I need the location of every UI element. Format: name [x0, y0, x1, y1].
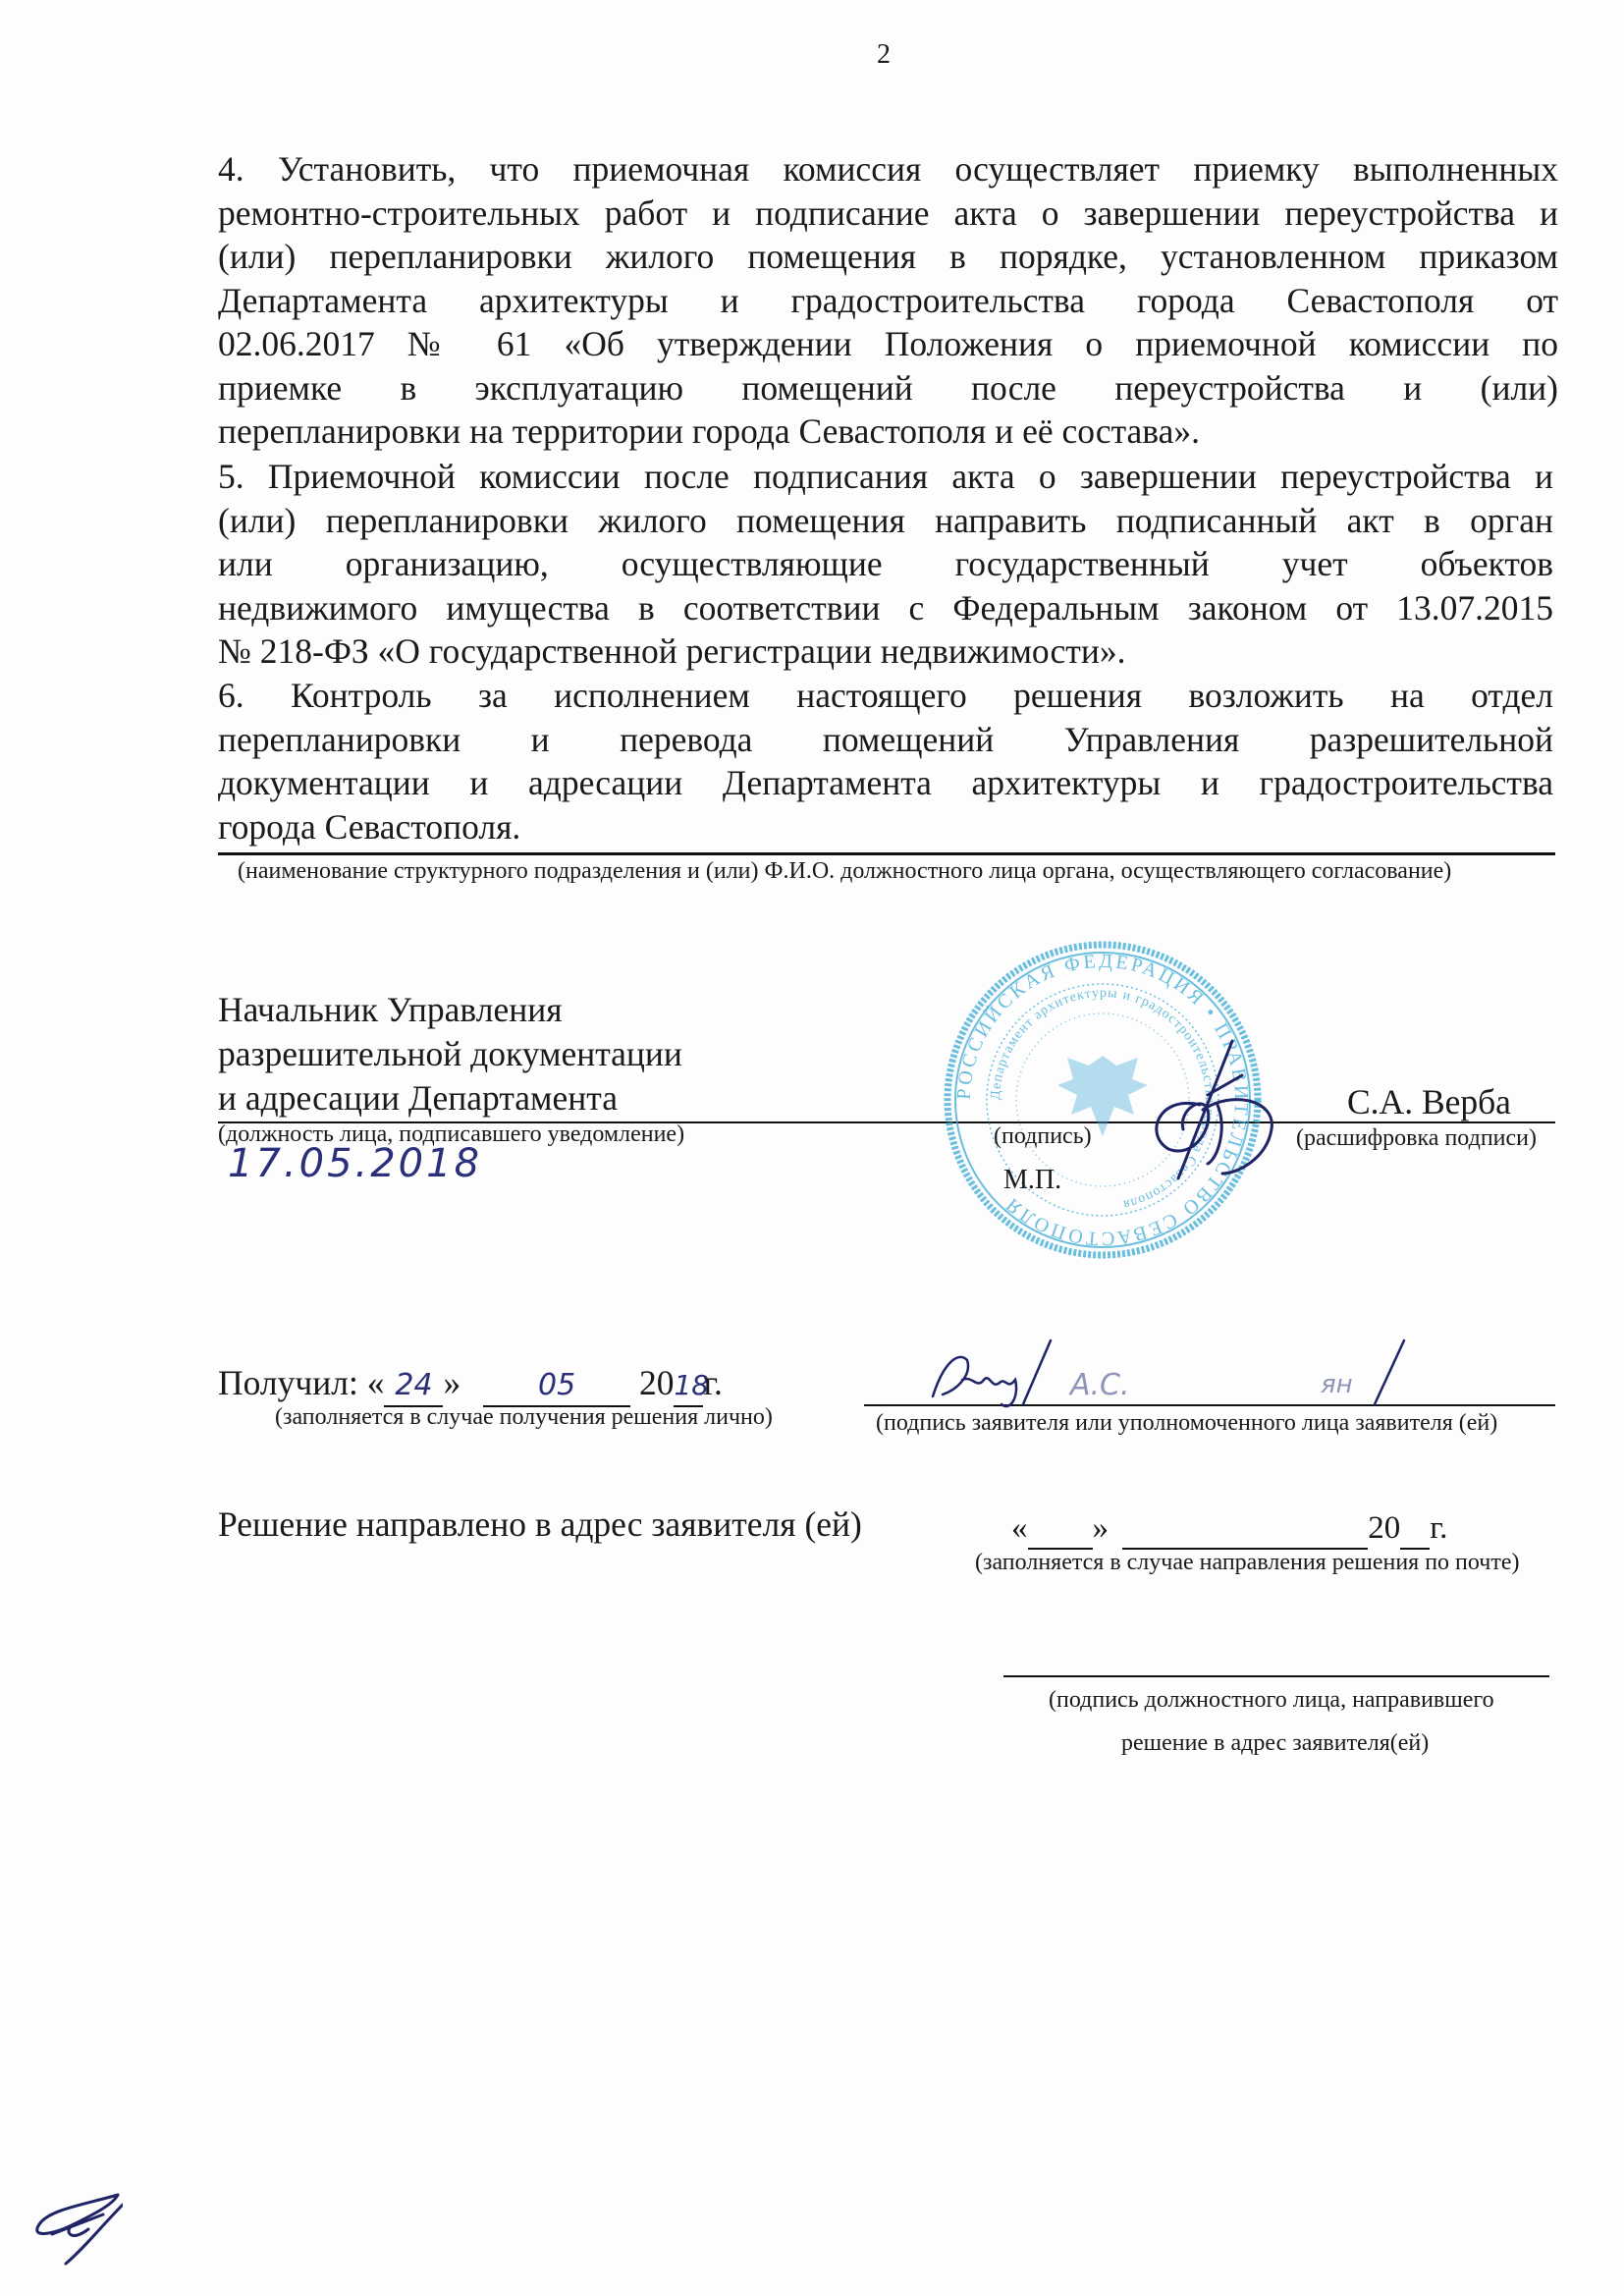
received-month-field[interactable]: 05: [483, 1363, 630, 1407]
received-row: [218, 1363, 723, 1407]
text-line: (или) перепланировки жилого помещения направить подписанный акт в орган: [218, 500, 1553, 540]
text-line: приемке в эксплуатацию помещений после переустройства и (или): [218, 367, 1558, 408]
handwritten-date: 17.05.2018: [228, 1141, 483, 1186]
applicant-initials: А.С.: [1070, 1368, 1130, 1402]
paragraph-4: [218, 147, 1558, 454]
text-line: города Севастополя.: [218, 806, 521, 847]
sent-date-row: [1011, 1508, 1447, 1550]
stamp-inner-text: Департамент архитектуры и градостроительства города Севастополя: [988, 985, 1218, 1212]
year-unit: г.: [1430, 1510, 1448, 1546]
received-day-field[interactable]: 24: [384, 1363, 443, 1407]
text-line: Департамента архитектуры и градостроительства города Севастополя от: [218, 280, 1558, 320]
paragraph-5: [218, 455, 1553, 674]
text-line: недвижимого имущества в соответствии с Федеральным законом от 13.07.2015: [218, 587, 1553, 628]
sent-caption: (заполняется в случае направления решения по почте): [975, 1550, 1520, 1575]
name-caption: (расшифровка подписи): [1296, 1125, 1537, 1151]
official-signature-line: [1003, 1675, 1549, 1677]
applicant-name-tail: ян: [1321, 1370, 1353, 1399]
text-line: или организацию, осуществляющие государственный учет объектов: [218, 544, 1553, 583]
quote-close: »: [443, 1363, 461, 1402]
year-unit: г.: [703, 1363, 723, 1402]
approval-line: [218, 852, 1555, 855]
text-line: 5. Приемочной комиссии после подписания акта о завершении переустройства и: [218, 457, 1553, 496]
page-number: 2: [877, 39, 891, 70]
approval-caption: (наименование структурного подразделения и (или) Ф.И.О. должностного лица органа, осуществляющего согласование): [238, 858, 1452, 884]
official-caption-line2: решение в адрес заявителя(ей): [1121, 1730, 1430, 1756]
received-caption: (заполняется в случае получения решения лично): [275, 1404, 773, 1430]
signatory-name: С.А. Верба: [1347, 1082, 1511, 1121]
paragraph-6: [218, 674, 1553, 848]
sent-year-field[interactable]: [1400, 1508, 1430, 1550]
official-caption-line1: (подпись должностного лица, направившего: [1049, 1687, 1494, 1713]
received-year-field[interactable]: 18: [674, 1363, 703, 1407]
quote-open: «: [366, 1363, 385, 1402]
text-line: документации и адресации Департамента архитектуры и градостроительства: [218, 763, 1553, 802]
text-line: перепланировки на территории города Севастополя и её состава».: [218, 411, 1200, 451]
year-prefix: 20: [1368, 1510, 1401, 1546]
text-line: (или) перепланировки жилого помещения в порядке, установленном приказом: [218, 237, 1558, 276]
quote-close: »: [1092, 1510, 1109, 1546]
text-line: 02.06.2017 № 61 «Об утверждении Положения о приемочной комиссии по: [218, 324, 1558, 363]
signatory-position-line: и адресации Департамента: [218, 1078, 618, 1118]
text-line: 6. Контроль за исполнением настоящего решения возложить на отдел: [218, 676, 1553, 715]
text-line: № 218-ФЗ «О государственной регистрации недвижимости».: [218, 631, 1126, 671]
text-line: перепланировки и перевода помещений Управления разрешительной: [218, 719, 1553, 759]
signatory-position-line: разрешительной документации: [218, 1034, 682, 1073]
stamp-outer-text: РОССИЙСКАЯ ФЕДЕРАЦИЯ • ПРАВИТЕЛЬСТВО СЕВАСТОПОЛЯ: [952, 950, 1253, 1250]
year-prefix: 20: [638, 1363, 675, 1402]
quote-open: «: [1011, 1510, 1028, 1546]
sent-label: Решение направлено в адрес заявителя (ей): [218, 1504, 862, 1544]
seal-label: М.П.: [1003, 1165, 1062, 1195]
signature-caption: (подпись): [994, 1123, 1092, 1149]
applicant-signature: [913, 1336, 1561, 1414]
position-caption: (должность лица, подписавшего уведомление): [218, 1121, 685, 1147]
director-signature: [1139, 1036, 1276, 1183]
text-line: 4. Установить, что приемочная комиссия осуществляет приемку выполненных: [218, 149, 1558, 189]
sent-month-field[interactable]: [1122, 1508, 1368, 1550]
corner-initials-signature: [15, 2190, 123, 2269]
received-label: Получил:: [218, 1363, 358, 1402]
applicant-signature-caption: (подпись заявителя или уполномоченного лица заявителя (ей): [876, 1410, 1498, 1436]
sent-day-field[interactable]: [1028, 1508, 1093, 1550]
text-line: ремонтно-строительных работ и подписание акта о завершении переустройства и: [218, 192, 1558, 233]
signatory-position-line: Начальник Управления: [218, 990, 563, 1029]
